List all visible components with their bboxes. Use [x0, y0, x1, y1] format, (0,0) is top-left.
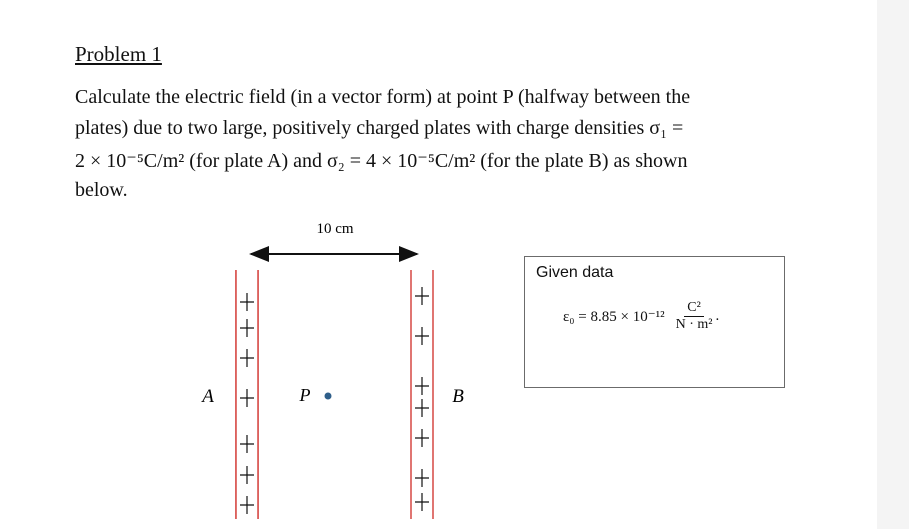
point-p-dot [325, 393, 332, 400]
plate-b-charges [415, 287, 429, 511]
problem-title: Problem 1 [75, 42, 162, 66]
point-p-label: P [299, 385, 311, 405]
problem-line-4: below. [75, 179, 128, 201]
given-data-box [524, 256, 785, 388]
plate-b-label: B [452, 386, 464, 407]
problem-line-1: Calculate the electric field (in a vector form) at point P (halfway between the [75, 86, 691, 108]
permittivity-unit [673, 300, 716, 333]
given-data-title: Given data [536, 264, 614, 281]
problem-line-2: plates) due to two large, positively charged plates with charge densities σ₁ = [75, 117, 684, 139]
permittivity-lhs: ε₀ = 8.85 × 10⁻¹² [563, 309, 665, 325]
formula-period: . [715, 308, 720, 324]
unit-denominator: N · m² [675, 317, 713, 332]
distance-label: 10 cm [316, 221, 354, 237]
unit-numerator: C² [684, 300, 704, 317]
plate-a-label: A [202, 386, 214, 407]
problem-line-3: 2 × 10⁻⁵C/m² (for plate A) and σ₂ = 4 × 10⁻⁵C/m² (for the plate B) as shown [75, 150, 688, 172]
permittivity-formula [563, 300, 719, 333]
